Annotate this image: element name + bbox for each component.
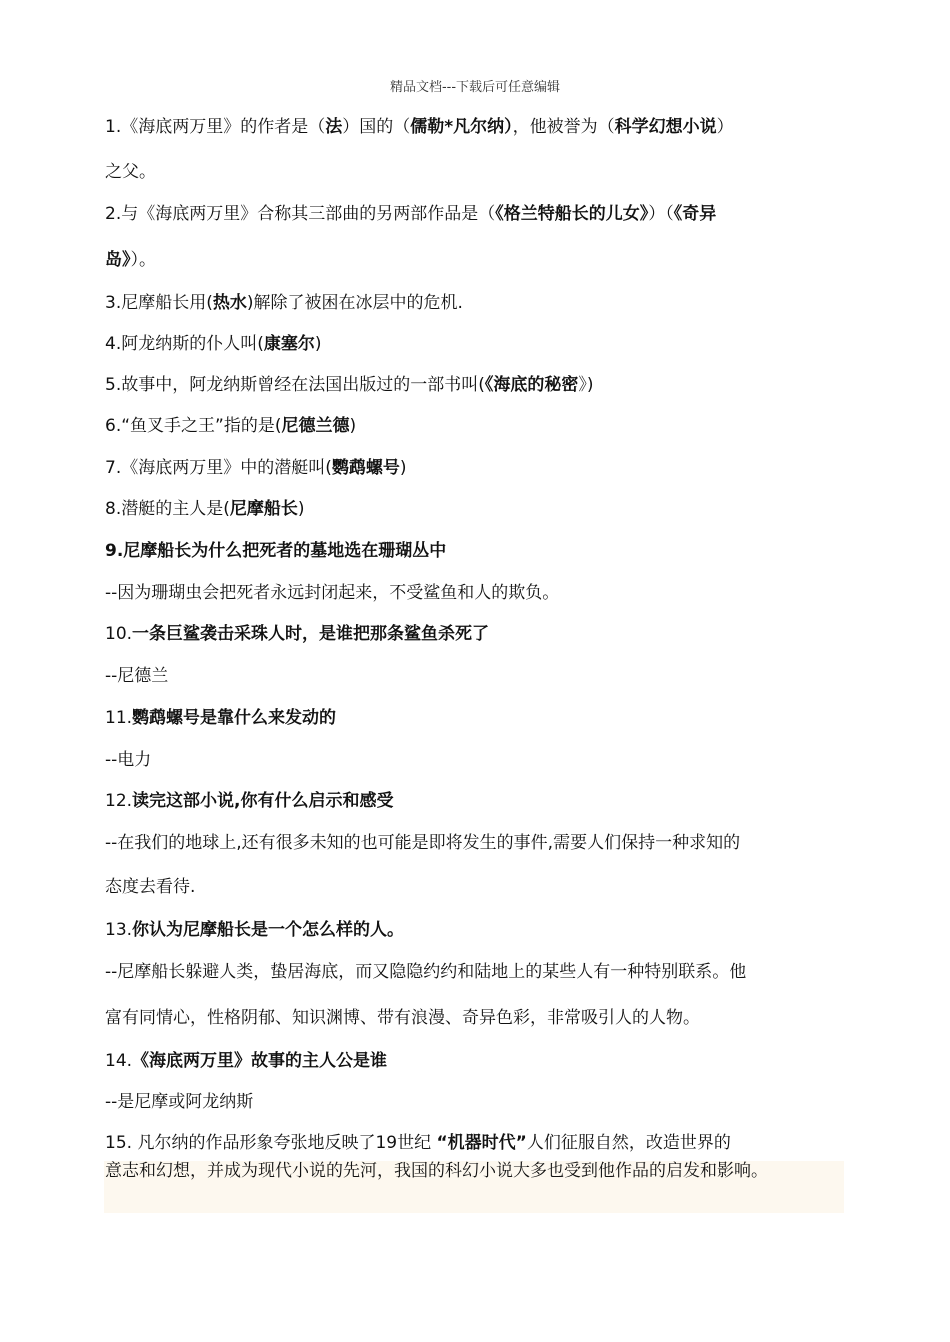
text-segment: 3.尼摩船长用( (105, 293, 213, 313)
text-segment: 10. (105, 624, 133, 644)
bold-text: 鹦鹉螺号是靠什么来发动的 (132, 708, 337, 728)
text-segment: 4.阿龙纳斯的仆人叫( (105, 334, 264, 354)
text-segment: 》) (578, 375, 594, 395)
bold-text: 康塞尔 (263, 334, 315, 354)
bold-text: 读完这部小说,你有什么启示和感受 (132, 791, 394, 811)
bold-text: 鹦鹉螺号 (331, 458, 400, 478)
text-segment: ）。 (130, 250, 156, 270)
text-line (105, 115, 845, 139)
text-segment: 11. (105, 708, 133, 728)
text-segment: 之父。 (105, 162, 156, 182)
bold-text: 尼摩船长 (229, 499, 298, 519)
text-segment: 14. (105, 1051, 133, 1071)
text-line (105, 789, 845, 813)
text-line (105, 202, 845, 226)
text-line (105, 539, 845, 563)
bold-text: “机器时代” (436, 1133, 527, 1153)
bold-text: 《奇异 (673, 204, 717, 224)
text-segment: 5.故事中，阿龙纳斯曾经在法国出版过的一部书叫( (105, 375, 485, 395)
text-line (105, 414, 845, 438)
bold-text: 你认为尼摩船长是一个怎么样的人。 (132, 920, 405, 940)
text-line (105, 332, 845, 356)
text-line (105, 1131, 845, 1155)
text-segment: 8.潜艇的主人是( (105, 499, 230, 519)
text-line (105, 160, 845, 184)
text-segment: --在我们的地球上,还有很多未知的也可能是即将发生的事件,需要人们保持一种求知的 (105, 833, 741, 853)
text-line (105, 456, 845, 480)
bold-text: 儒勒*凡尔纳） (410, 117, 513, 137)
text-segment: 12. (105, 791, 133, 811)
text-line (105, 622, 845, 646)
text-segment: --尼摩船长躲避人类，蛰居海底，而又隐隐约约和陆地上的某些人有一种特别联系。他 (105, 962, 747, 982)
text-segment: ） (716, 117, 734, 137)
bold-text: 岛》 (105, 250, 131, 270)
text-segment: 13. (105, 920, 133, 940)
text-segment: ）国的（ (342, 117, 411, 137)
text-segment: --尼德兰 (105, 666, 169, 686)
text-line (105, 706, 845, 730)
text-segment: )解除了被困在冰层中的危机. (246, 293, 463, 313)
text-line (105, 1159, 845, 1183)
text-segment: ) (297, 499, 305, 519)
text-line (105, 1049, 845, 1073)
text-line (105, 831, 845, 855)
text-segment: 意志和幻想，并成为现代小说的先河，我国的科幻小说大多也受到他作品的启发和影响。 (105, 1161, 768, 1181)
bold-text: 法 (325, 117, 343, 137)
text-segment: 15. 凡尔纳的作品形象夸张地反映了19世纪 (105, 1133, 437, 1153)
bold-text: 一条巨鲨袭击采珠人时，是谁把那条鲨鱼杀死了 (132, 624, 490, 644)
text-segment: ) (349, 416, 357, 436)
text-segment: ) (314, 334, 322, 354)
bold-text: 《海底的秘密 (484, 375, 579, 395)
text-line (105, 875, 845, 899)
text-line (105, 497, 845, 521)
text-segment: 富有同情心，性格阴郁、知识渊博、带有浪漫、奇异色彩，非常吸引人的人物。 (105, 1008, 700, 1028)
text-segment: 1.《海底两万里》的作者是（ (105, 117, 326, 137)
bold-text: 《格兰特船长的儿女》 (495, 204, 649, 224)
text-line (105, 248, 845, 272)
text-line (105, 664, 845, 688)
bold-text: 9.尼摩船长为什么把死者的墓地选在珊瑚丛中 (105, 541, 447, 561)
text-line (105, 581, 845, 605)
bold-text: 《海底两万里》故事的主人公是谁 (132, 1051, 388, 1071)
text-line (105, 1090, 845, 1114)
text-segment: --电力 (105, 750, 152, 770)
text-line (105, 748, 845, 772)
text-segment: 6.“鱼叉手之王”指的是( (105, 416, 282, 436)
text-segment: --是尼摩或阿龙纳斯 (105, 1092, 254, 1112)
bold-text: 尼德兰德 (281, 416, 350, 436)
bold-text: 热水 (212, 293, 247, 313)
text-segment: --因为珊瑚虫会把死者永远封闭起来，不受鲨鱼和人的欺负。 (105, 583, 560, 603)
text-segment: ) (399, 458, 407, 478)
text-segment: 2.与《海底两万里》合称其三部曲的另两部作品是（ (105, 204, 496, 224)
text-line (105, 373, 845, 397)
text-segment: ）（ (648, 204, 674, 224)
text-segment: ，他被誉为（ (512, 117, 615, 137)
bold-text: 科学幻想小说 (614, 117, 717, 137)
text-line (105, 1006, 845, 1030)
text-segment: 人们征服自然，改造世界的 (526, 1133, 731, 1153)
text-segment: 7.《海底两万里》中的潜艇叫( (105, 458, 332, 478)
text-line (105, 291, 845, 315)
text-line (105, 918, 845, 942)
text-segment: 态度去看待. (105, 877, 196, 897)
text-line (105, 960, 845, 984)
page-header: 精品文档---下载后可任意编辑 (389, 80, 561, 95)
